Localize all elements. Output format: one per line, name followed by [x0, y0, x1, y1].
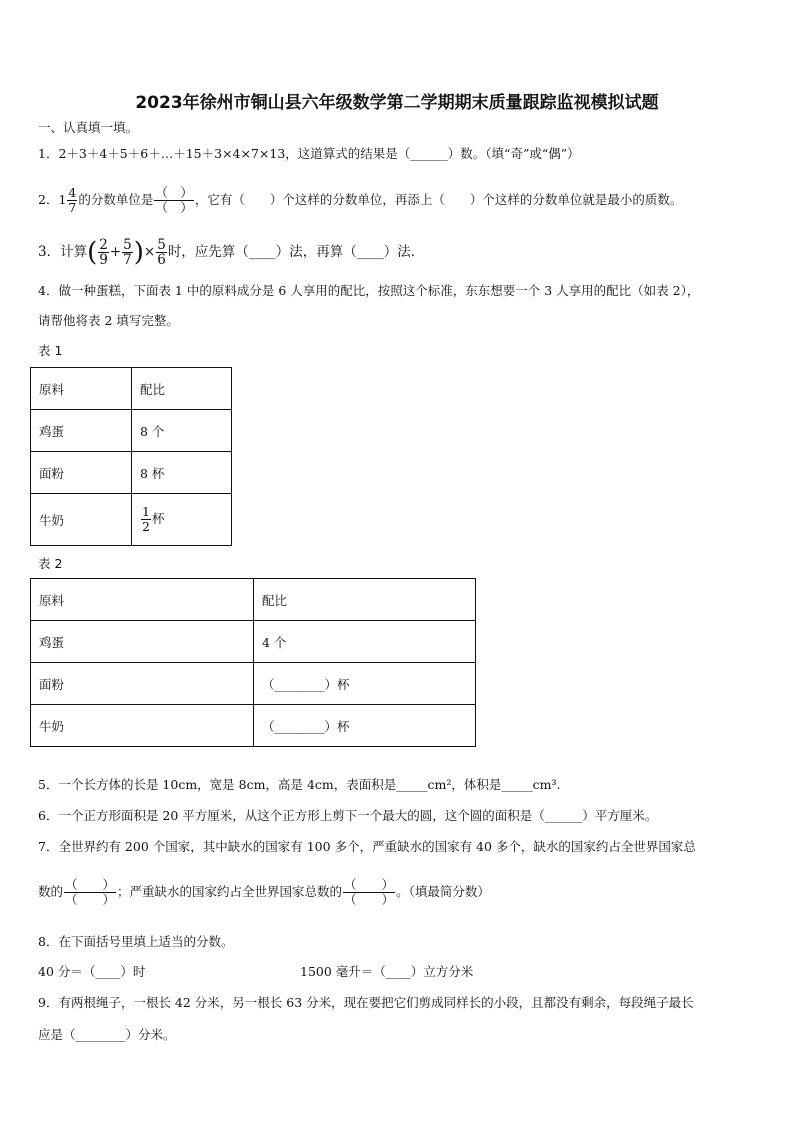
q3-close-paren: ) [133, 237, 144, 268]
q2-numerator: 4 [68, 185, 77, 200]
q7-blank-denominator-1: （ ） [65, 892, 116, 907]
table-header-cell: 配比 [254, 579, 476, 621]
q2-blank-fraction [154, 186, 194, 215]
table-row [31, 494, 232, 546]
table-cell: 鸡蛋 [31, 410, 132, 452]
q2-rest: ，它有（ ）个这样的分数单位，再添上（ ）个这样的分数单位就是最小的质数。 [194, 192, 683, 207]
table-cell: （________）杯 [254, 663, 476, 705]
q7-suffix: 。（填最简分数） [396, 884, 490, 899]
question-7-line-1: 7．全世界约有 200 个国家，其中缺水的国家有 100 多个，严重缺水的国家有 40 多个，缺水的国家约占全世界国家总 [38, 839, 696, 854]
table-cell: （________）杯 [254, 705, 476, 747]
q7-prefix: 数的 [38, 884, 64, 899]
question-8: 8．在下面括号里填上适当的分数。 [38, 934, 234, 949]
table-row [31, 368, 232, 410]
q3-fraction-2 [122, 238, 133, 267]
question-8-part-a: 40 分＝（____）时 [38, 964, 146, 979]
q7-blank-denominator-2: （ ） [344, 892, 395, 907]
table-cell: 面粉 [31, 452, 132, 494]
table-row [31, 621, 476, 663]
q3-rest: 时，应先算（____）法，再算（____）法． [167, 244, 425, 260]
q3-f2-denominator: 7 [123, 252, 132, 268]
q3-plus: + [109, 244, 122, 260]
question-2 [38, 182, 682, 218]
q3-prefix: 3．计算 [38, 244, 88, 260]
section-heading: 一、认真填一填。 [38, 120, 139, 135]
page-title: 2023年徐州市铜山县六年级数学第二学期期末质量跟踪监视模拟试题 [135, 93, 659, 113]
question-4-line-1: 4．做一种蛋糕，下面表 1 中的原料成分是 6 人享用的配比，按照这个标准，东东想要一个 3 人享用的配比（如表 2）， [38, 283, 700, 298]
q2-text: 的分数单位是 [78, 192, 154, 207]
milk-unit: 杯 [151, 511, 165, 526]
table-header-cell: 原料 [31, 368, 132, 410]
q3-f1-numerator: 2 [99, 237, 108, 253]
table-cell: 8 个 [132, 410, 232, 452]
question-4-line-2: 请帮他将表 2 填写完整。 [38, 313, 179, 328]
table-row [31, 705, 476, 747]
table-cell: 面粉 [31, 663, 254, 705]
table-2-caption: 表 2 [38, 556, 63, 571]
table-cell: 牛奶 [31, 494, 132, 546]
q2-blank-denominator: （ ） [155, 200, 193, 215]
q7-blank-fraction-1 [64, 878, 116, 907]
table-cell: 牛奶 [31, 705, 254, 747]
question-9-line-2: 应是（________）分米。 [38, 1027, 176, 1042]
question-5: 5．一个长方体的长是 10cm，宽是 8cm，高是 4cm，表面积是_____cm²，体积是_____cm³. [38, 777, 561, 792]
q2-blank-numerator: （ ） [155, 185, 193, 200]
q3-f2-numerator: 5 [123, 237, 132, 253]
table-header-cell: 原料 [31, 579, 254, 621]
q3-f3-numerator: 5 [157, 237, 166, 253]
table-cell-milk [132, 494, 232, 546]
question-7-line-2 [38, 874, 490, 910]
milk-fraction [141, 505, 151, 534]
table-cell: 鸡蛋 [31, 621, 254, 663]
question-6: 6．一个正方形面积是 20 平方厘米，从这个正方形上剪下一个最大的圆，这个圆的面积是（______）平方厘米。 [38, 808, 658, 823]
q3-fraction-3 [156, 238, 167, 267]
milk-numerator: 1 [142, 504, 150, 519]
q3-times: × [143, 244, 156, 260]
q2-prefix: 2． [38, 192, 59, 207]
question-9-line-1: 9．有两根绳子，一根长 42 分米，另一根长 63 分米，现在要把它们剪成同样长的小段，且都没有剩余，每段绳子最长 [38, 995, 694, 1010]
table-cell: 8 杯 [132, 452, 232, 494]
q7-blank-numerator-1: （ ） [65, 877, 116, 892]
table-row [31, 663, 476, 705]
table-row [31, 452, 232, 494]
table-row [31, 579, 476, 621]
q7-blank-numerator-2: （ ） [344, 877, 395, 892]
q7-text: ；严重缺水的国家约占全世界国家总数的 [117, 884, 343, 899]
q2-fraction [67, 186, 77, 215]
q3-open-paren: ( [87, 237, 98, 268]
q3-fraction-1 [98, 238, 109, 267]
table-header-cell: 配比 [132, 368, 232, 410]
table-cell: 4 个 [254, 621, 476, 663]
question-3 [38, 234, 424, 270]
question-8-part-b: 1500 毫升＝（____）立方分米 [300, 964, 474, 979]
q2-denominator: 7 [68, 200, 77, 215]
question-1: 1．2＋3＋4＋5＋6＋…＋15＋3×4×7×13，这道算式的结果是（______）数。（填“奇”或“偶”） [38, 146, 580, 161]
milk-denominator: 2 [142, 519, 150, 534]
q7-blank-fraction-2 [343, 878, 395, 907]
q2-whole-number: 1 [58, 192, 67, 207]
table-row [31, 410, 232, 452]
q3-f1-denominator: 9 [99, 252, 108, 268]
table-2 [30, 578, 476, 747]
table-1 [30, 367, 232, 546]
q3-f3-denominator: 6 [157, 252, 166, 268]
table-1-caption: 表 1 [38, 343, 63, 358]
